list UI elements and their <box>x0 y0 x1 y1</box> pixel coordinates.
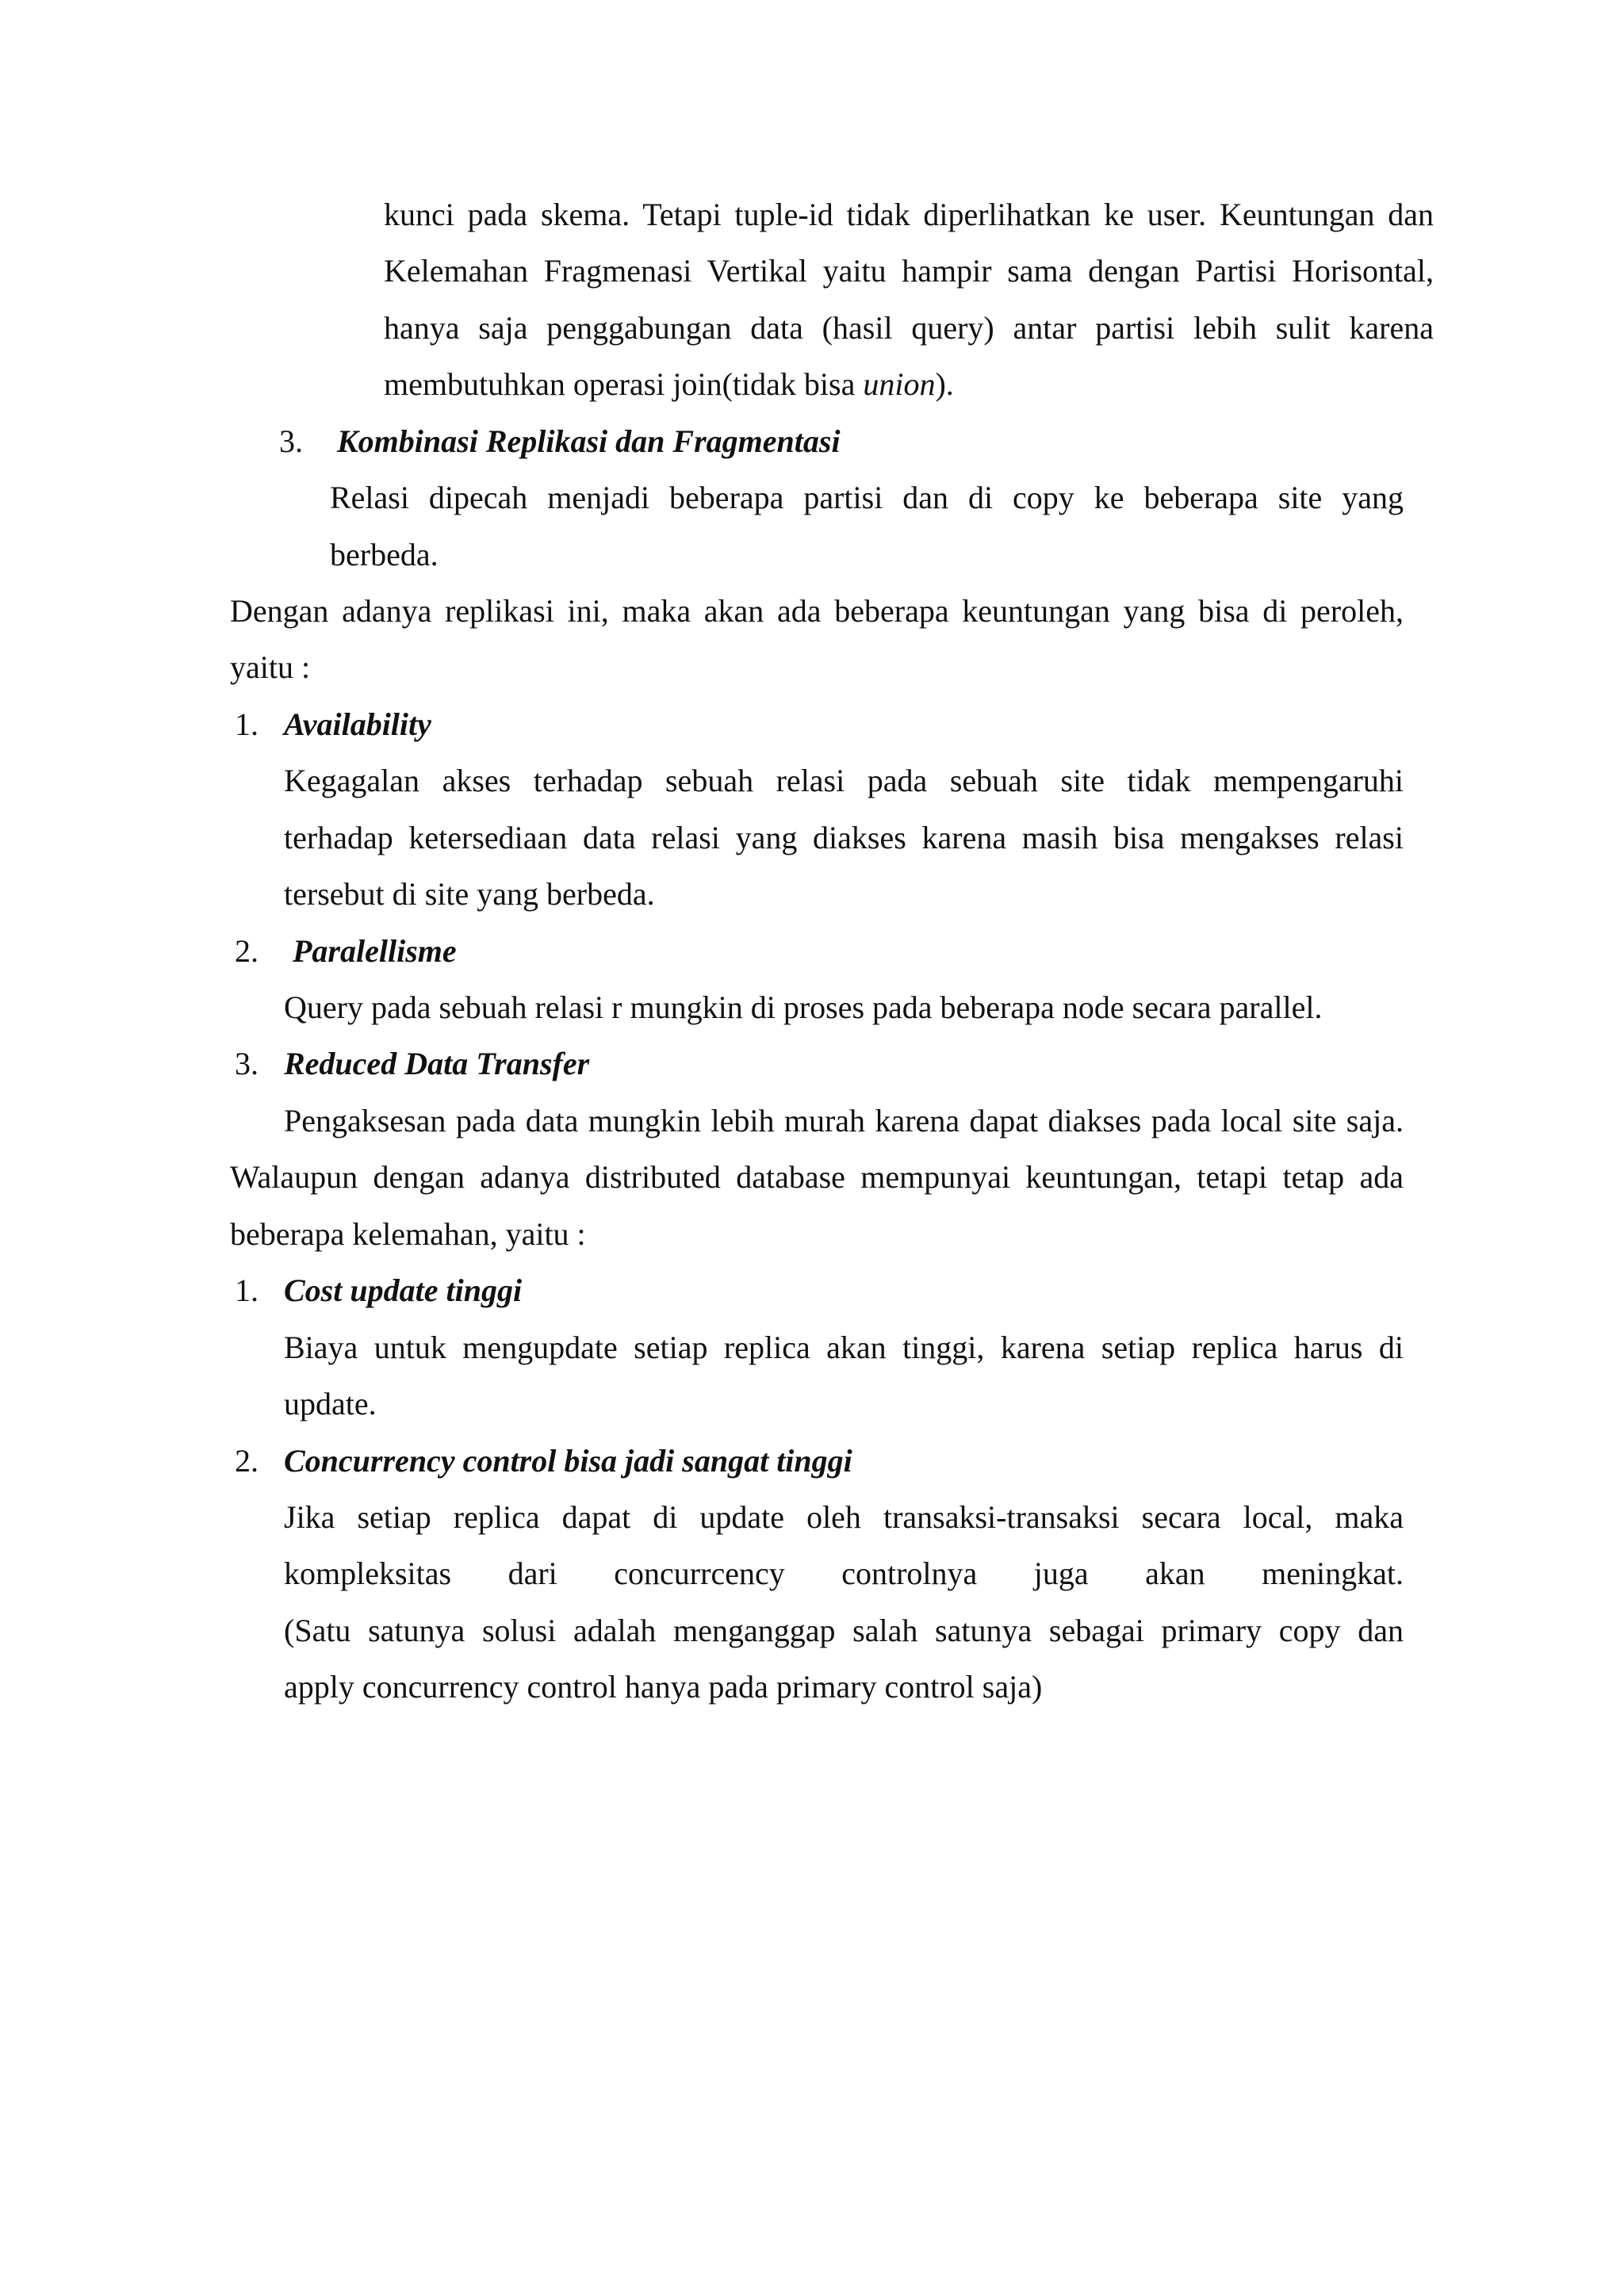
list-heading: Reduced Data Transfer <box>284 1046 590 1081</box>
list-heading: Concurrency control bisa jadi sangat tinggi <box>284 1443 852 1479</box>
list-heading: Cost update tinggi <box>284 1272 523 1308</box>
paragraph-line: kunci pada skema. Tetapi tuple-id tidak diperlihatkan ke user. Keuntungan dan <box>384 197 1434 232</box>
paragraph-line: Relasi dipecah menjadi beberapa partisi dan di copy ke beberapa site yang <box>330 480 1404 515</box>
paragraph-line: Pengaksesan pada data mungkin lebih murah karena dapat diakses pada local site saja. <box>284 1103 1404 1138</box>
list-heading: Availability <box>284 706 431 742</box>
list-number: 1. <box>235 1272 259 1308</box>
paragraph-line: Query pada sebuah relasi r mungkin di proses pada beberapa node secara parallel. <box>284 989 1323 1025</box>
paragraph-line: apply concurrency control hanya pada primary control saja) <box>284 1669 1043 1705</box>
paragraph-line: Kelemahan Fragmenasi Vertikal yaitu hampir sama dengan Partisi Horisontal, <box>384 253 1434 289</box>
paragraph-line: tersebut di site yang berbeda. <box>284 876 655 912</box>
text-span: membutuhkan operasi join(tidak bisa <box>384 366 864 402</box>
paragraph-line: beberapa kelemahan, yaitu : <box>230 1216 586 1252</box>
list-number: 1. <box>235 706 259 742</box>
paragraph-line: Jika setiap replica dapat di update oleh transaksi-transaksi secara local, maka <box>284 1499 1404 1535</box>
list-number: 3. <box>279 423 303 459</box>
paragraph-line: Kegagalan akses terhadap sebuah relasi pada sebuah site tidak mempengaruhi <box>284 763 1404 798</box>
section-heading: Kombinasi Replikasi dan Fragmentasi <box>337 423 841 459</box>
list-heading: Paralellisme <box>293 933 457 969</box>
paragraph-line: update. <box>284 1386 377 1422</box>
paragraph-line: hanya saja penggabungan data (hasil query) antar partisi lebih sulit karena <box>384 310 1434 346</box>
paragraph-line: yaitu : <box>230 649 311 685</box>
list-number: 2. <box>235 1443 259 1479</box>
italic-term: union <box>863 366 936 402</box>
text-span: ). <box>935 366 954 402</box>
paragraph-line <box>384 365 954 404</box>
paragraph-line: Walaupun dengan adanya distributed database mempunyai keuntungan, tetapi tetap ada <box>230 1159 1404 1195</box>
paragraph-line: Biaya untuk mengupdate setiap replica akan tinggi, karena setiap replica harus di <box>284 1330 1404 1365</box>
paragraph-line: berbeda. <box>330 537 439 572</box>
list-number: 3. <box>235 1046 259 1081</box>
paragraph-line: Dengan adanya replikasi ini, maka akan ada beberapa keuntungan yang bisa di peroleh, <box>230 593 1404 629</box>
list-number: 2. <box>235 933 259 969</box>
paragraph-line: kompleksitas dari concurrcency controlnya juga akan meningkat. <box>284 1556 1404 1591</box>
paragraph-line: terhadap ketersediaan data relasi yang diakses karena masih bisa mengakses relasi <box>284 820 1404 855</box>
paragraph-line: (Satu satunya solusi adalah menganggap salah satunya sebagai primary copy dan <box>284 1613 1404 1648</box>
